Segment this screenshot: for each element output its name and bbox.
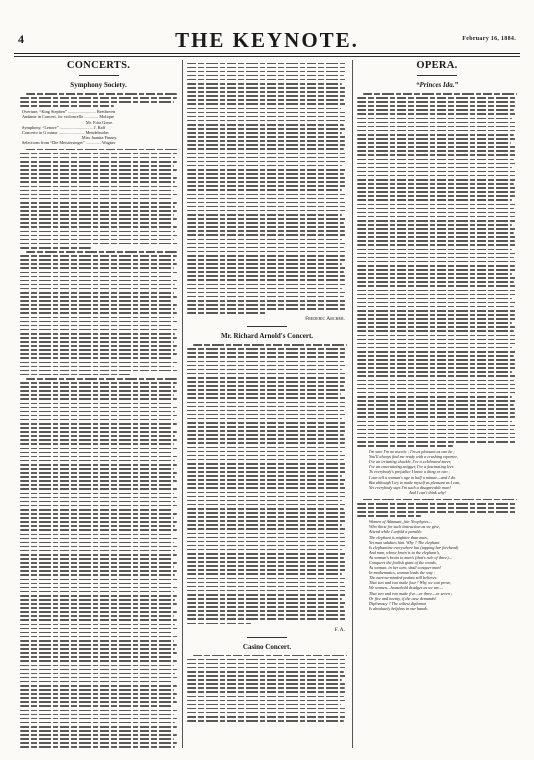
program-line: Selections from “Die Meistersinger” .............. Wagner (22, 140, 116, 146)
program-line: Symphony, “Lenore” ............................... J. Raff (22, 124, 106, 130)
concert-program (22, 109, 177, 145)
verse-line: In mathematics, woman leads the way : (369, 570, 436, 576)
article-text (357, 499, 517, 517)
verse-line: And I can't think why! (409, 489, 446, 495)
masthead (14, 30, 520, 54)
section-heading-opera: OPERA. (416, 60, 458, 71)
column-concerts (20, 60, 177, 748)
verse-line: The elephant is mightier than man, (369, 534, 428, 540)
verse-line: Conquers the foolish giant of the woods, (369, 560, 437, 565)
verse-line: You'll always find me ready with a crushing repartee, (369, 454, 459, 460)
verse-line: I've an entertaining snigger, I've a fascinating leer. (369, 464, 454, 470)
column-divider (352, 60, 353, 748)
article-heading-symphony-society: Symphony Society. (70, 81, 127, 89)
verse-quotation (369, 449, 517, 495)
page-number: 4 (18, 32, 24, 46)
article-text (187, 655, 347, 722)
verse-line: To everybody's prejudice I know a thing or two ; (369, 469, 450, 475)
verse-line: Yet man subdues him. Why ? The elephant (369, 539, 440, 545)
article-text (357, 93, 517, 447)
verse-line: That two and two make five—or three—or seven ; (369, 590, 453, 596)
masthead-rule (14, 53, 520, 54)
verse-line: And man, whose brain is to the elephant's, (369, 549, 441, 555)
verse-line: As woman's brain to man's (that's rule of three)— (369, 554, 453, 560)
program-line: Miss Juanita Finney. (81, 135, 118, 141)
signature: Frederic Archer. (305, 316, 345, 323)
verse-line: Who thirst for such instruction as we give, (369, 524, 440, 530)
verse-line: Or five and twenty, if the case demands! (369, 595, 437, 601)
article-text (187, 344, 347, 624)
column-opera (357, 60, 517, 748)
column-divider (182, 60, 183, 748)
section-rule (247, 637, 287, 638)
verse-line: I'm sure I'm no ascetic ; I'm as pleasant as can be ; (369, 449, 455, 455)
article-text (20, 93, 177, 107)
newspaper-title: THE KEYNOTE. (175, 28, 359, 52)
section-heading-concerts: CONCERTS. (66, 60, 131, 71)
verse-line: Yet everybody says I'm such a disagreeable man! (369, 484, 451, 490)
verse-line: I've an irritating chuckle, I've a celebrated sneer, (369, 459, 452, 465)
article-heading-arnold-concert: Mr. Richard Arnold's Concert. (220, 332, 314, 341)
verse-line: As woman, in her turn, shall conquer man! (369, 565, 441, 571)
issue-date: February 16, 1884. (462, 36, 516, 42)
article-heading-casino-concert: Casino Concert. (242, 642, 292, 651)
section-rule (247, 326, 287, 327)
signature: F. A. (334, 626, 345, 633)
verse-line: I can tell a woman's age in half a minute—and I do. (369, 474, 456, 480)
verse-line: The narrow-minded pedant still believes (369, 575, 437, 581)
verse-line: That two and two make four ! Why we can prove, (369, 580, 452, 586)
verse-line: Is absolutely helpless in our hands. (369, 605, 429, 611)
column-middle (187, 60, 347, 748)
program-line: Mr. Fritz Giese. (85, 119, 114, 125)
masthead-rule-thin (14, 56, 520, 57)
verse-line: We women—household drudges as we are— (369, 585, 444, 591)
article-heading-princess-ida: “Princes Ida.” (416, 81, 458, 89)
verse-line: Attend while I unfold a parable. (369, 529, 423, 535)
verse-line: But although I try to make myself as pleasant as I can, (369, 479, 461, 485)
article-text (187, 63, 347, 314)
verse-quotation (369, 519, 517, 611)
heading-rule (79, 75, 119, 76)
heading-rule (417, 75, 457, 76)
verse-line: Is elephantine everywhere but (tapping her forehead) (369, 544, 459, 550)
verse-line: Diplomacy ? The wiliest diplomat (369, 600, 426, 606)
program-line: Overture, “King Stephen” .......................... Beethoven (22, 109, 116, 115)
program-line: Andante in Concert, for violoncello ............. Molique (22, 114, 114, 120)
program-line: Concerto in G minor ........................ Mendelssohn (22, 130, 109, 136)
article-text (20, 149, 177, 748)
verse-line: Women of Adamant, fair Neophytes— (369, 519, 432, 525)
